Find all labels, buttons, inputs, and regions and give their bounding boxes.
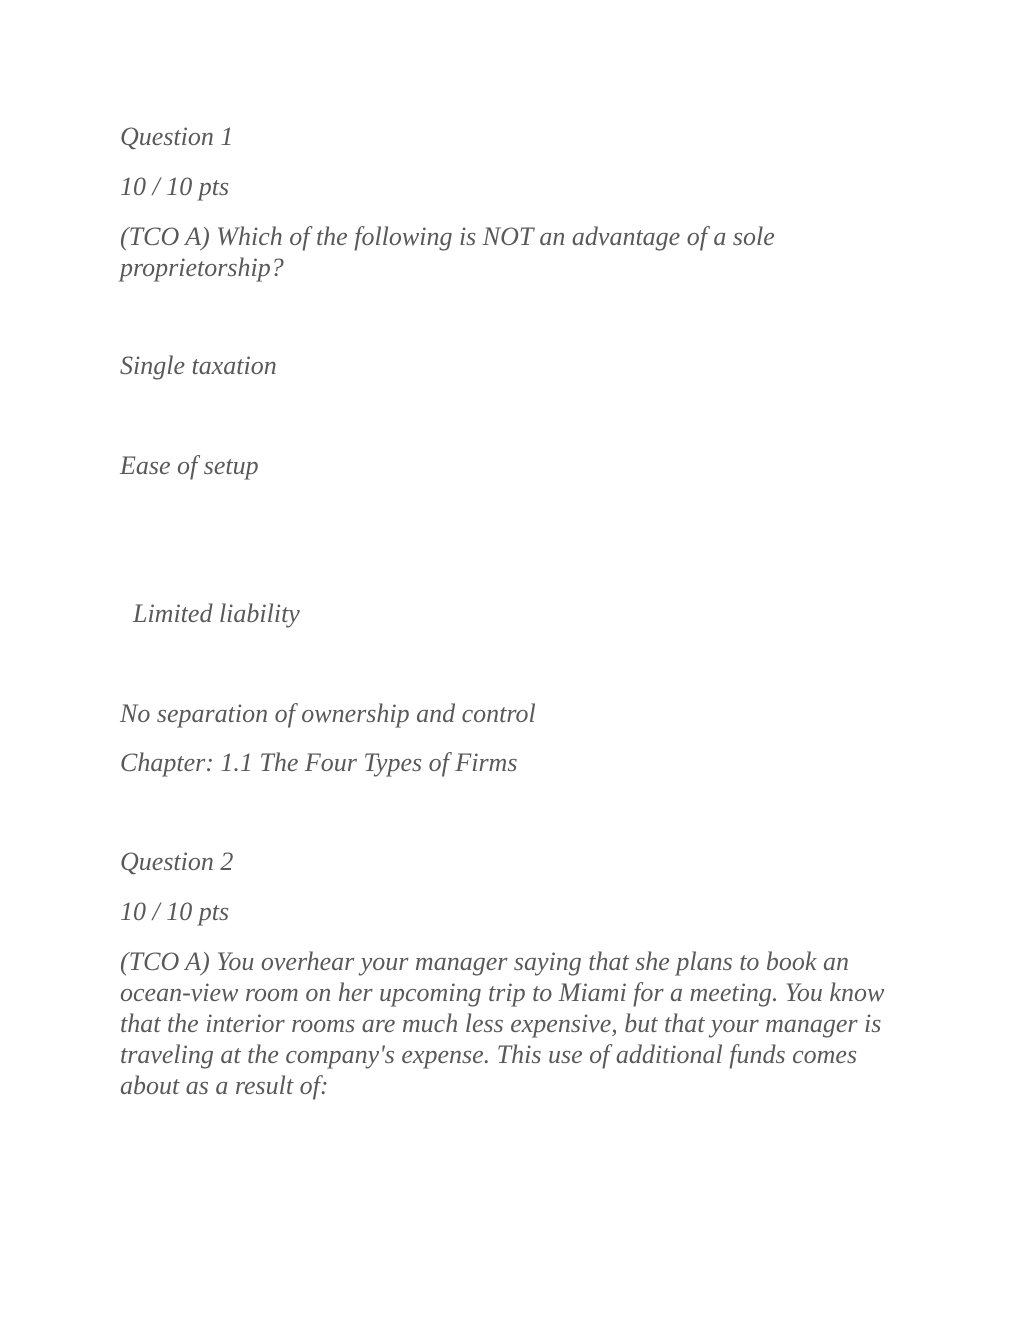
chapter-reference: Chapter: 1.1 The Four Types of Firms: [120, 748, 518, 777]
answer-option: Single taxation: [120, 351, 277, 380]
question-prompt: (TCO A) You overhear your manager saying that she plans to book an ocean-view room on her upcoming trip to Miami for a meeting. You know that the interior rooms are much less expensive, but that your manager is traveling at the company's expense. This use of additional funds comes about as a result of:: [120, 947, 885, 1100]
answer-option: No separation of ownership and control: [120, 699, 536, 728]
question-prompt: (TCO A) Which of the following is NOT an advantage of a sole proprietorship?: [120, 222, 775, 282]
question-heading: Question 1: [120, 122, 234, 151]
question-heading: Question 2: [120, 847, 234, 876]
answer-option: Limited liability: [133, 599, 300, 628]
answer-option: Ease of setup: [120, 451, 259, 480]
question-points: 10 / 10 pts: [120, 897, 230, 926]
question-points: 10 / 10 pts: [120, 172, 230, 201]
